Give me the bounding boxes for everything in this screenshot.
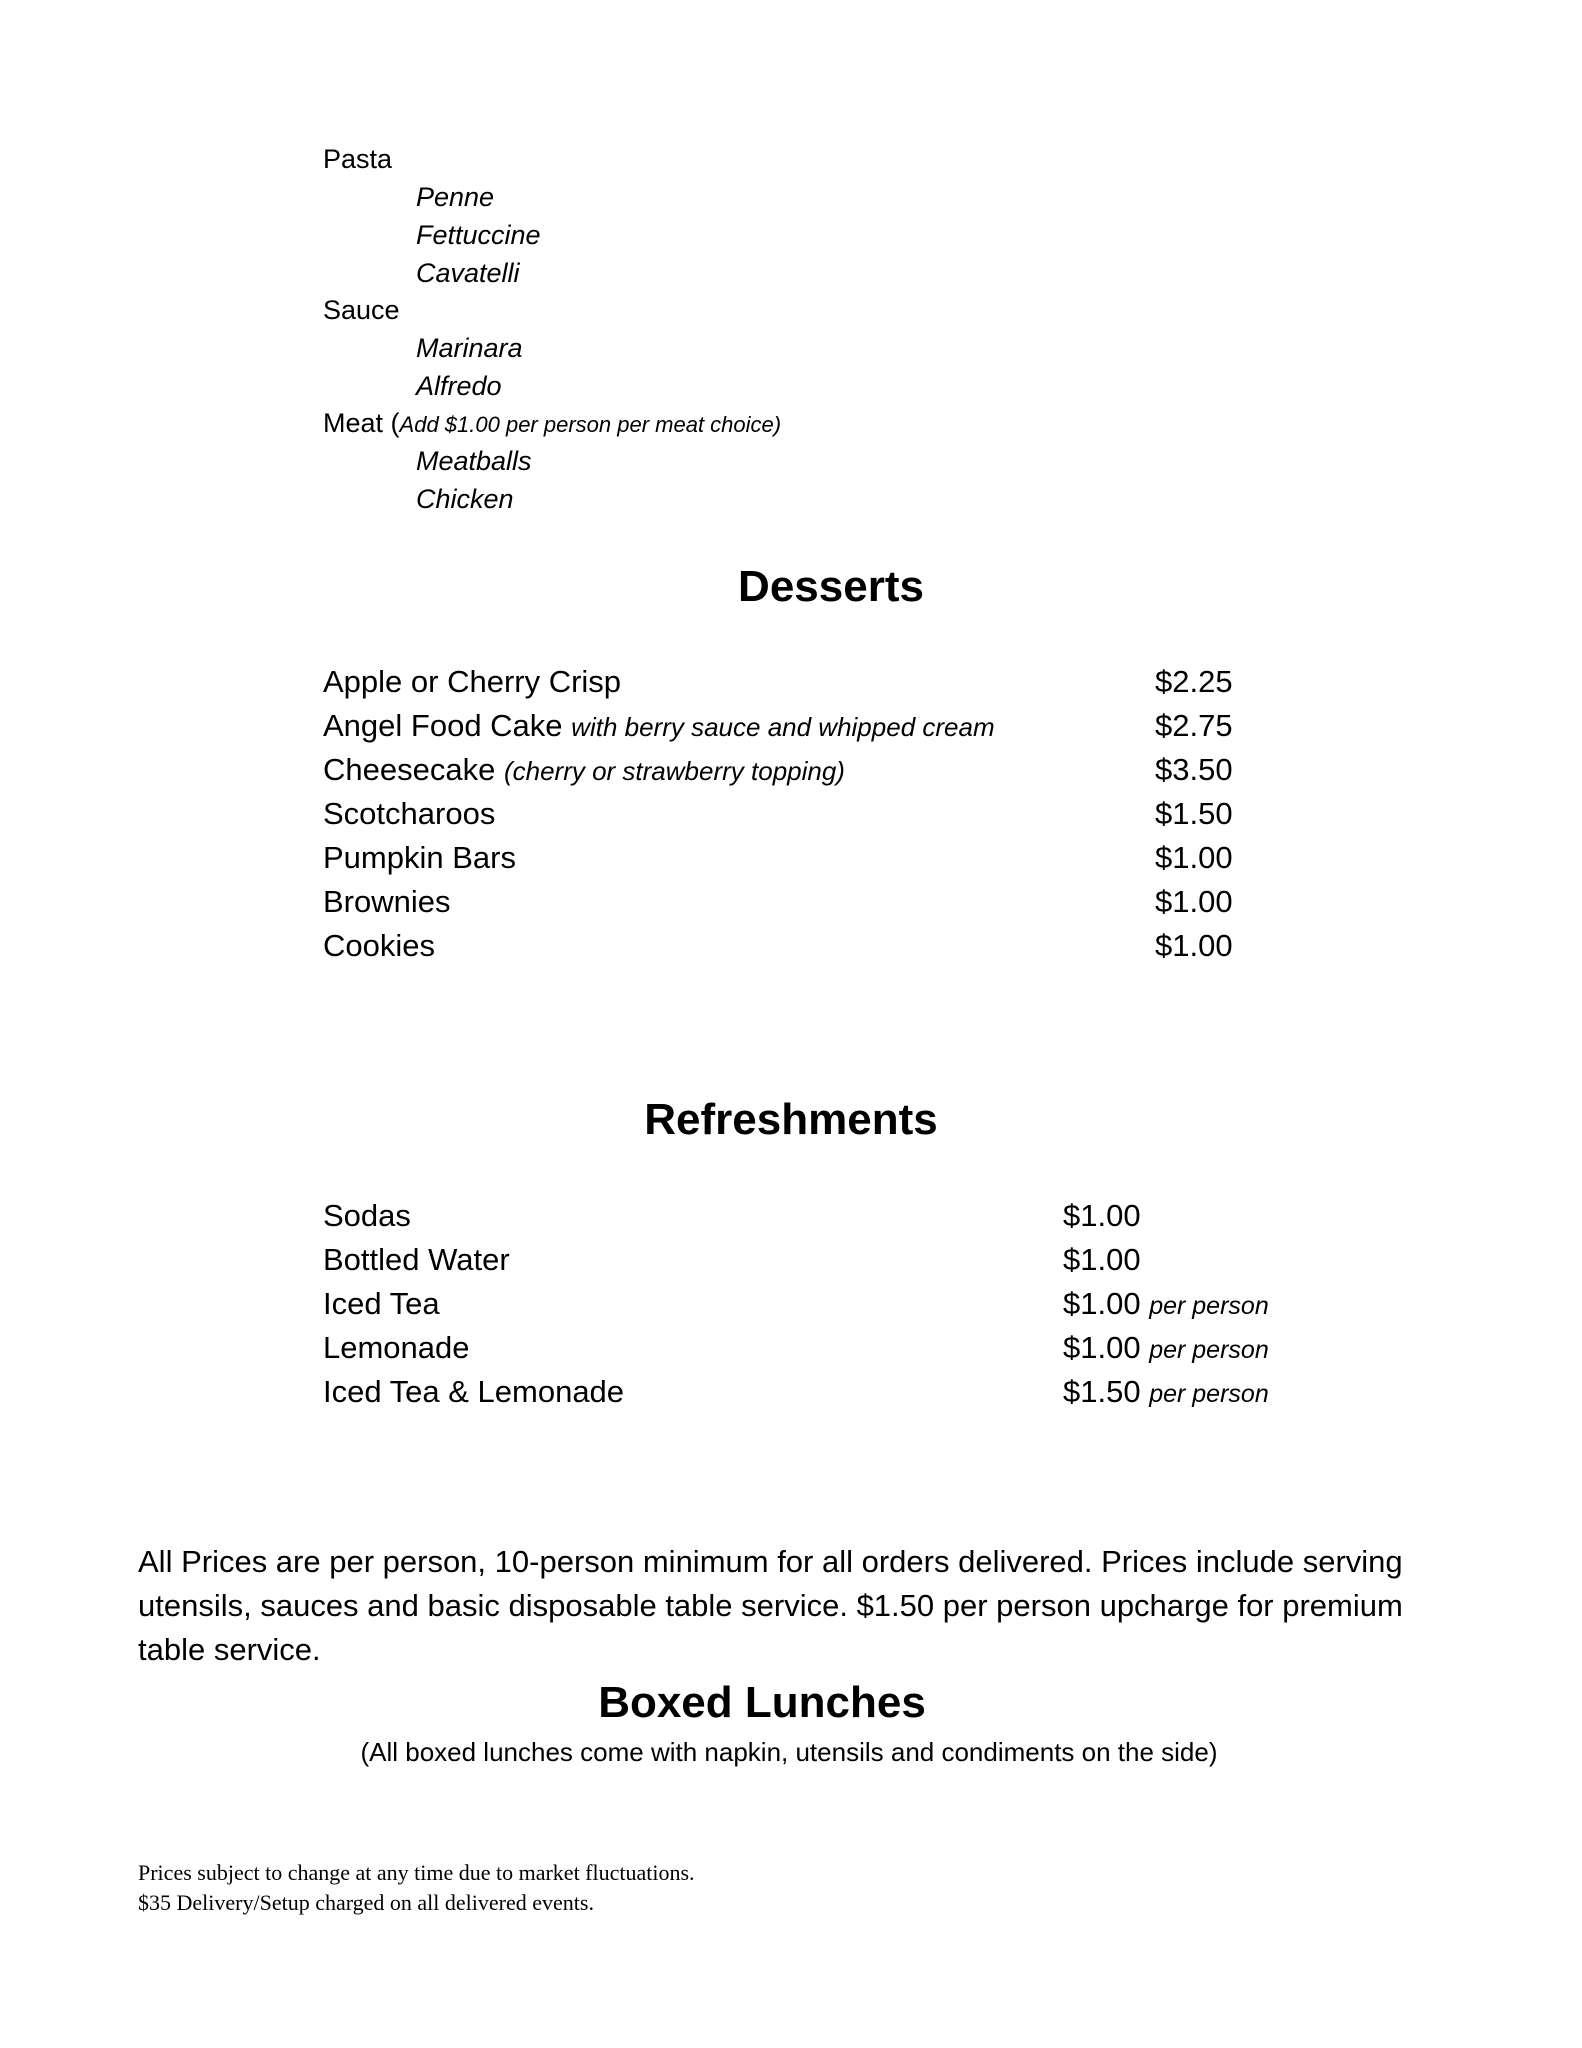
dessert-name: Apple or Cherry Crisp: [323, 664, 622, 699]
price-change-note: Prices subject to change at any time due to market fluctuations.: [138, 1860, 695, 1885]
dessert-row: [323, 660, 1243, 704]
pricing-note: All Prices are per person, 10-person minimum for all orders delivered. Prices include serving utensils, sauces and basic disposable table service. $1.50 per person upcharge for premium table service.: [138, 1544, 1403, 1667]
dessert-price: $3.50: [1155, 752, 1233, 787]
refreshment-name: Bottled Water: [323, 1242, 510, 1277]
meat-option: Chicken: [416, 484, 514, 514]
pasta-option: Penne: [416, 182, 495, 212]
refreshment-price: $1.00: [1063, 1242, 1141, 1277]
dessert-description: (cherry or strawberry topping): [503, 756, 845, 786]
dessert-price: $2.25: [1155, 664, 1233, 699]
refreshment-price: $1.50 per person: [1063, 1374, 1269, 1409]
refreshment-row: [323, 1194, 1323, 1238]
dessert-price: $1.00: [1155, 928, 1233, 963]
refreshment-name: Sodas: [323, 1198, 411, 1233]
refreshment-name: Lemonade: [323, 1330, 470, 1365]
dessert-price: $2.75: [1155, 708, 1233, 743]
refreshment-price: $1.00 per person: [1063, 1286, 1269, 1321]
meat-surcharge-note: Add $1.00 per person per meat choice): [399, 412, 782, 437]
sauce-option: Alfredo: [416, 371, 502, 401]
dessert-row: [323, 748, 1243, 792]
refreshment-name: Iced Tea: [323, 1286, 440, 1321]
refreshment-row: [323, 1326, 1323, 1370]
footer-disclaimer: [138, 1858, 695, 1918]
sauce-label: Sauce: [323, 295, 400, 325]
dessert-row: [323, 704, 1243, 748]
dessert-row: [323, 792, 1243, 836]
dessert-price: $1.00: [1155, 840, 1233, 875]
refreshment-price: $1.00: [1063, 1198, 1141, 1233]
pasta-option: Cavatelli: [416, 258, 520, 288]
refreshment-row: [323, 1238, 1323, 1282]
meat-label-text: Meat (: [323, 408, 400, 438]
dessert-description: with berry sauce and whipped cream: [571, 712, 995, 742]
refreshment-row: [323, 1282, 1323, 1326]
refreshments-heading: Refreshments: [644, 1095, 938, 1144]
refreshment-name: Iced Tea & Lemonade: [323, 1374, 625, 1409]
sauce-option: Marinara: [416, 333, 523, 363]
price-unit: per person: [1149, 1336, 1269, 1364]
boxed-lunches-heading: Boxed Lunches: [598, 1678, 926, 1727]
price-unit: per person: [1149, 1380, 1269, 1408]
refreshment-price: $1.00 per person: [1063, 1330, 1269, 1365]
dessert-row: [323, 924, 1243, 968]
dessert-name: Scotcharoos: [323, 796, 496, 831]
meat-label: [323, 404, 781, 444]
dessert-name: Angel Food Cake with berry sauce and whipped cream: [323, 708, 995, 743]
meat-option: Meatballs: [416, 446, 532, 476]
dessert-name: Pumpkin Bars: [323, 840, 516, 875]
dessert-price: $1.50: [1155, 796, 1233, 831]
dessert-row: [323, 880, 1243, 924]
dessert-name: Cheesecake (cherry or strawberry topping): [323, 752, 845, 787]
desserts-heading: Desserts: [738, 562, 924, 611]
dessert-name: Brownies: [323, 884, 451, 919]
delivery-fee-note: $35 Delivery/Setup charged on all delivered events.: [138, 1890, 594, 1915]
refreshment-row: [323, 1370, 1323, 1414]
pasta-label: Pasta: [323, 144, 393, 174]
price-unit: per person: [1149, 1292, 1269, 1320]
pasta-option: Fettuccine: [416, 220, 541, 250]
dessert-name: Cookies: [323, 928, 435, 963]
dessert-price: $1.00: [1155, 884, 1233, 919]
boxed-lunches-subtitle: (All boxed lunches come with napkin, utensils and condiments on the side): [360, 1737, 1218, 1767]
dessert-row: [323, 836, 1243, 880]
